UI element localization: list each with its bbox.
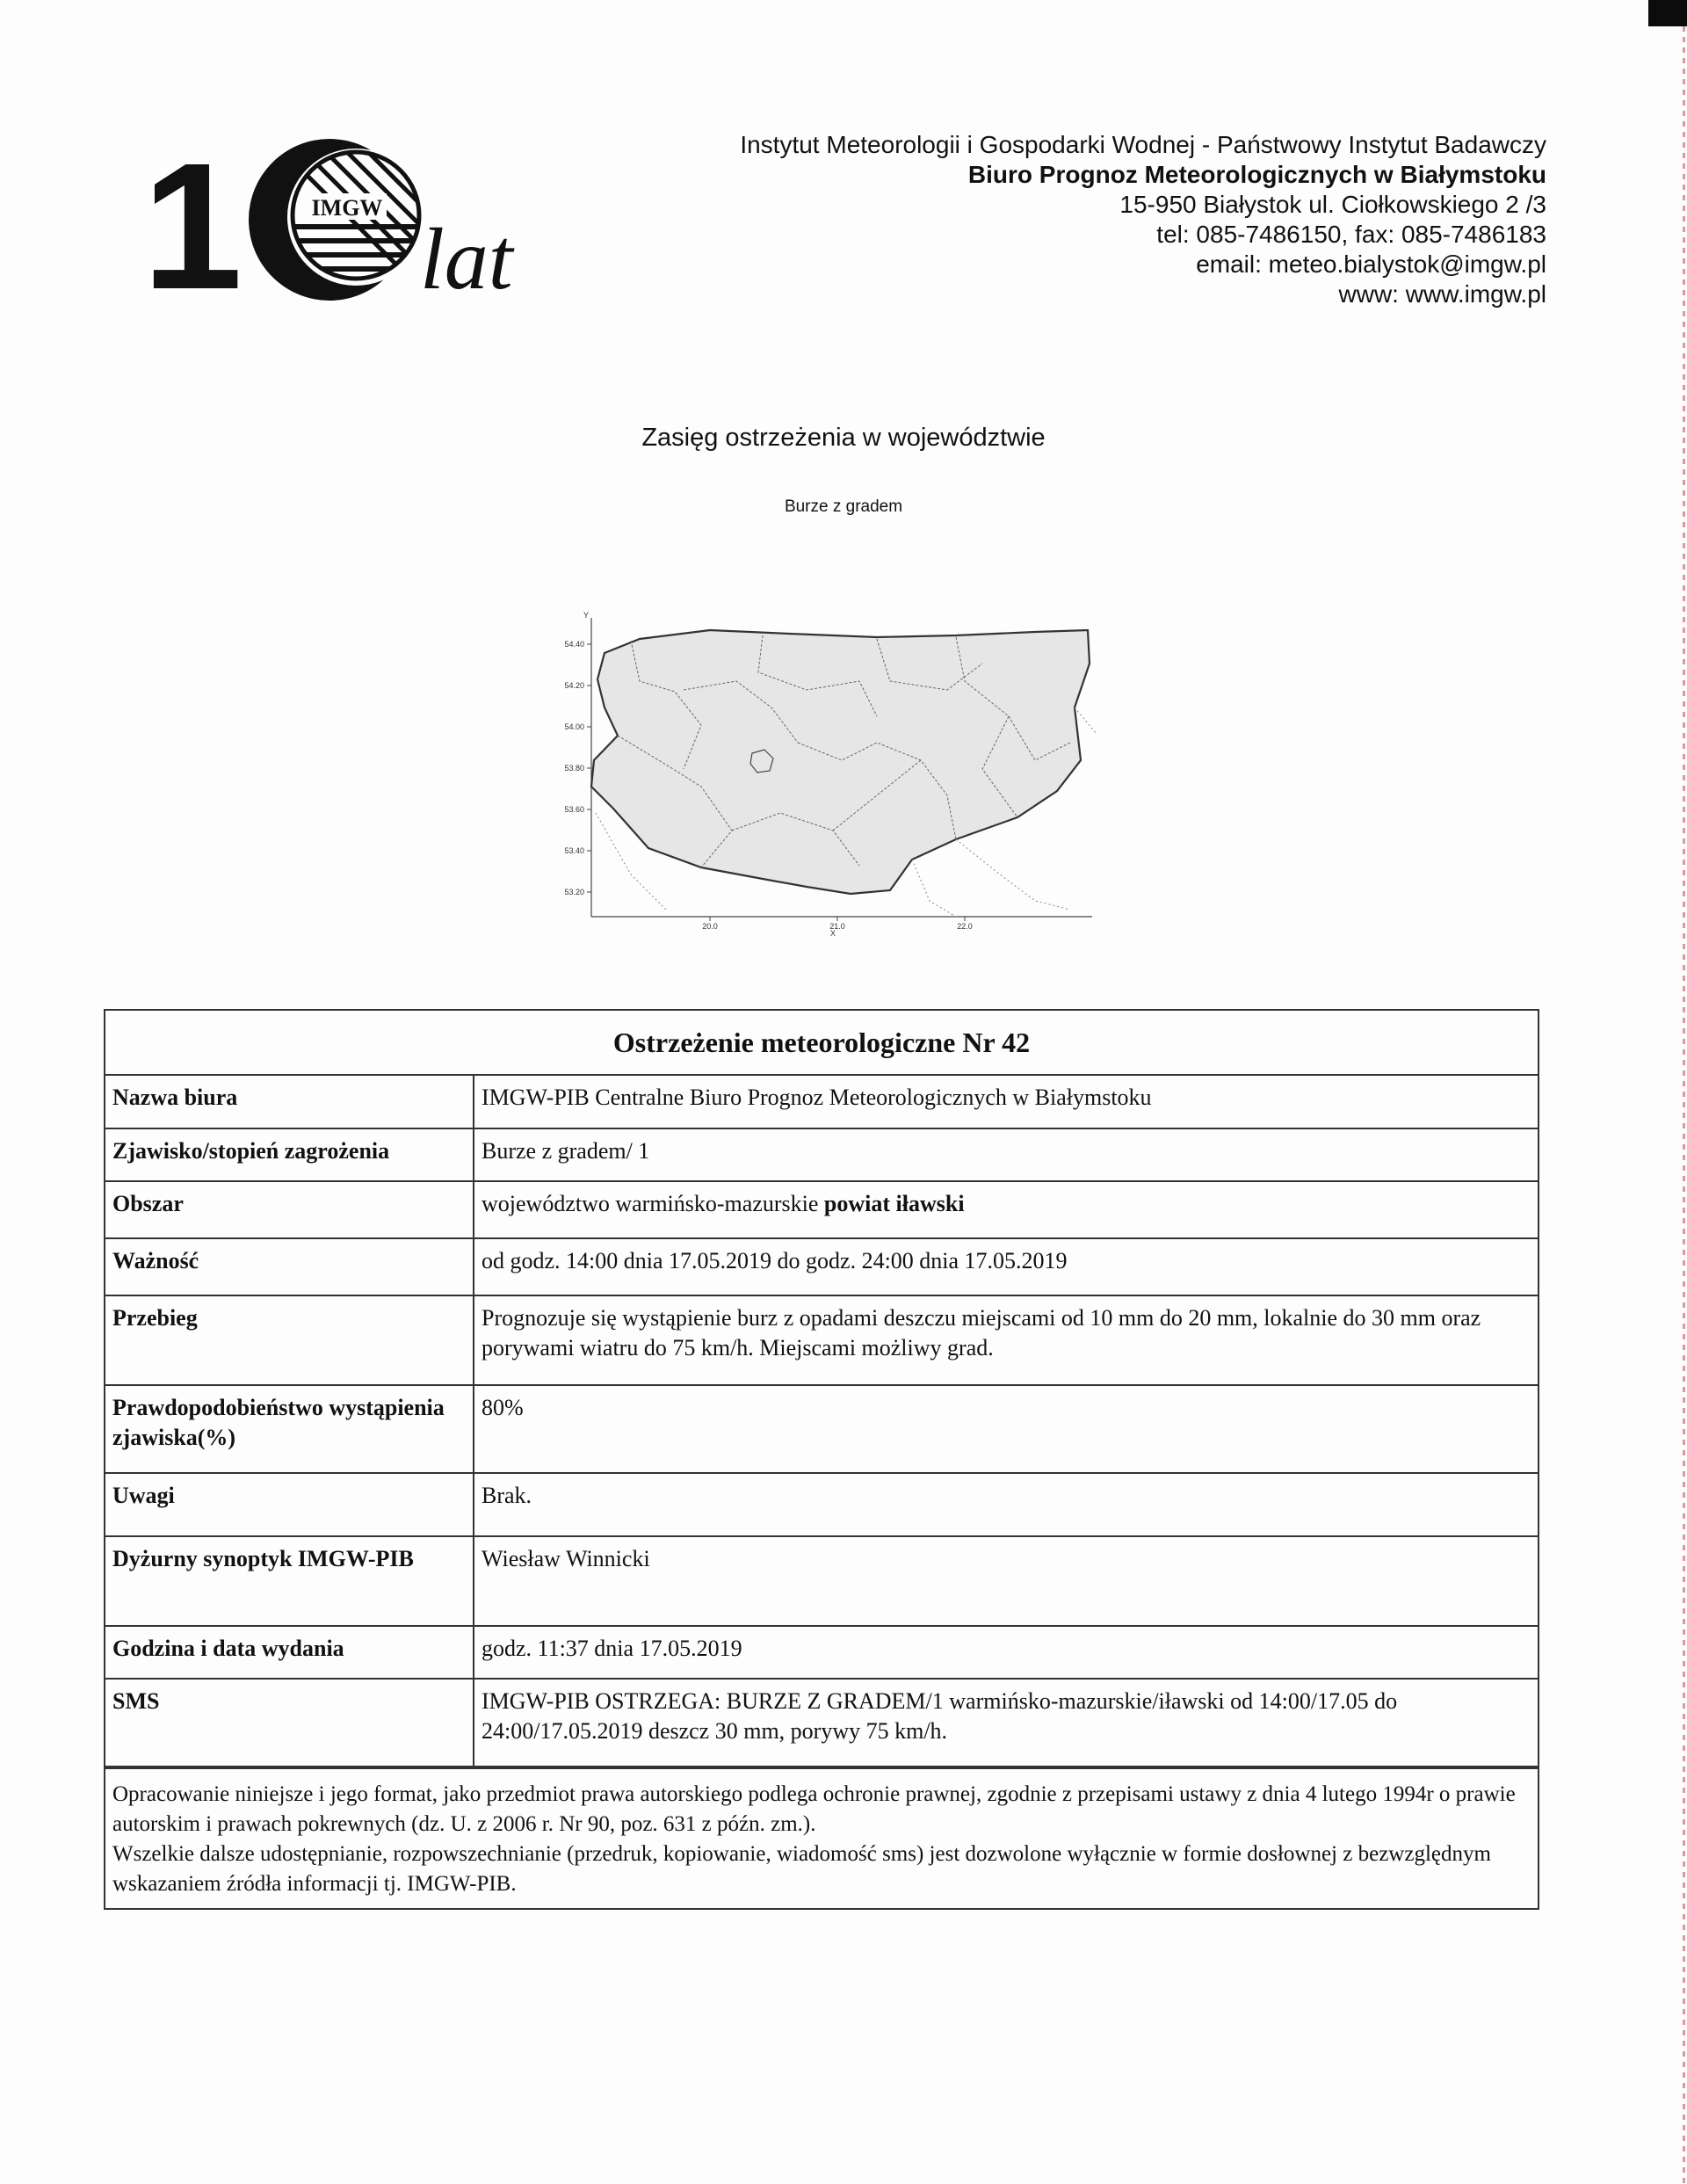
row-value: IMGW-PIB OSTRZEGA: BURZE Z GRADEM/1 warmińsko-mazurskie/iławski od 14:00/17.05 do 24:00/17.05.2019 deszcz 30 mm, porywy 75 km/h. xyxy=(474,1679,1538,1767)
office-address-block xyxy=(740,130,1546,309)
warning-details xyxy=(105,1076,1538,1767)
row-label: Zjawisko/stopień zagrożenia xyxy=(105,1128,474,1181)
copyright-note xyxy=(105,1767,1538,1908)
logo-graphic xyxy=(141,132,527,308)
row-label: Dyżurny synoptyk IMGW-PIB xyxy=(105,1536,474,1626)
office-email: email: meteo.bialystok@imgw.pl xyxy=(1196,250,1546,278)
map-y-tick-label: 53.80 xyxy=(564,764,584,773)
office-www: www: www.imgw.pl xyxy=(1338,280,1546,308)
row-value: Burze z gradem/ 1 xyxy=(474,1128,1538,1181)
office-address: 15-950 Białystok ul. Ciołkowskiego 2 /3 xyxy=(1119,191,1546,218)
area-county: powiat iławski xyxy=(823,1191,965,1216)
row-label: Przebieg xyxy=(105,1295,474,1385)
office-phone: tel: 085-7486150, fax: 085-7486183 xyxy=(1156,221,1546,248)
row-value: 80% xyxy=(474,1385,1538,1473)
redistribution-paragraph: Wszelkie dalsze udostępnianie, rozpowszechnianie (przedruk, kopiowanie, wiadomość sms) jest dozwolone wyłącznie w formie dosłownej z bezwzględnym wskazaniem źródła informacji tj. IMGW-PIB. xyxy=(112,1842,1491,1896)
scan-corner-mark xyxy=(1648,0,1687,26)
table-row xyxy=(105,1626,1538,1679)
voivodeship-map xyxy=(543,611,1105,945)
logo-seal-text: IMGW xyxy=(311,195,383,221)
map-y-tick-label: 53.60 xyxy=(564,805,584,814)
row-value: Brak. xyxy=(474,1473,1538,1536)
row-value xyxy=(474,1181,1538,1238)
row-value: od godz. 14:00 dnia 17.05.2019 do godz. 24:00 dnia 17.05.2019 xyxy=(474,1238,1538,1295)
map-y-tick-label: 53.40 xyxy=(564,846,584,855)
row-label: Prawdopodobieństwo wystąpienia zjawiska(%) xyxy=(105,1385,474,1473)
logo-script: lat xyxy=(420,210,513,308)
row-label: SMS xyxy=(105,1679,474,1767)
table-row xyxy=(105,1238,1538,1295)
row-value: Prognozuje się wystąpienie burz z opadami deszczu miejscami od 10 mm do 20 mm, lokalnie do 30 mm oraz porywami wiatru do 75 km/h. Miejscami możliwy grad. xyxy=(474,1295,1538,1385)
row-label: Nazwa biura xyxy=(105,1076,474,1128)
table-row xyxy=(105,1295,1538,1385)
row-label: Uwagi xyxy=(105,1473,474,1536)
map-y-axis-label: Y xyxy=(583,611,589,620)
table-row xyxy=(105,1385,1538,1473)
table-row xyxy=(105,1473,1538,1536)
scan-edge-line xyxy=(1683,26,1685,2184)
map-title: Zasięg ostrzeżenia w województwie xyxy=(641,424,1046,452)
warning-title: Ostrzeżenie meteorologiczne Nr 42 xyxy=(105,1011,1538,1076)
row-label: Godzina i data wydania xyxy=(105,1626,474,1679)
row-label: Obszar xyxy=(105,1181,474,1238)
table-row xyxy=(105,1536,1538,1626)
row-value: IMGW-PIB Centralne Biuro Prognoz Meteorologicznych w Białymstoku xyxy=(474,1076,1538,1128)
area-voivodeship: województwo warmińsko-mazurskie xyxy=(481,1191,819,1216)
map-y-tick-label: 53.20 xyxy=(564,888,584,896)
map-y-tick-label: 54.40 xyxy=(564,640,584,649)
table-row xyxy=(105,1679,1538,1767)
row-value: Wiesław Winnicki xyxy=(474,1536,1538,1626)
map-x-tick-label: 21.0 xyxy=(829,922,845,931)
map-x-tick-label: 22.0 xyxy=(957,922,973,931)
map-y-tick-label: 54.00 xyxy=(564,722,584,731)
row-value: godz. 11:37 dnia 17.05.2019 xyxy=(474,1626,1538,1679)
warning-table xyxy=(104,1009,1539,1910)
logo-number: 1 xyxy=(142,132,243,308)
table-row xyxy=(105,1128,1538,1181)
map-y-tick-label: 54.20 xyxy=(564,681,584,690)
map-subtitle: Burze z gradem xyxy=(784,497,903,516)
warning-range-map xyxy=(543,611,1105,945)
office-name: Biuro Prognoz Meteorologicznych w Białymstoku xyxy=(967,161,1546,188)
table-row xyxy=(105,1181,1538,1238)
institute-name: Instytut Meteorologii i Gospodarki Wodnej - Państwowy Instytut Badawczy xyxy=(740,131,1546,158)
table-row xyxy=(105,1076,1538,1128)
map-x-axis-label: X xyxy=(829,929,836,938)
copyright-paragraph: Opracowanie niniejsze i jego format, jako przedmiot prawa autorskiego podlega ochronie prawnej, zgodnie z przepisami ustawy z dnia 4 lutego 1994r o prawie autorskim i prawach pokrewnych (dz. U. z 2006 r. Nr 90, poz. 631 z późn. zm.). xyxy=(112,1782,1516,1836)
map-x-tick-label: 20.0 xyxy=(702,922,718,931)
row-label: Ważność xyxy=(105,1238,474,1295)
imgw-100-lat-logo xyxy=(141,132,527,308)
